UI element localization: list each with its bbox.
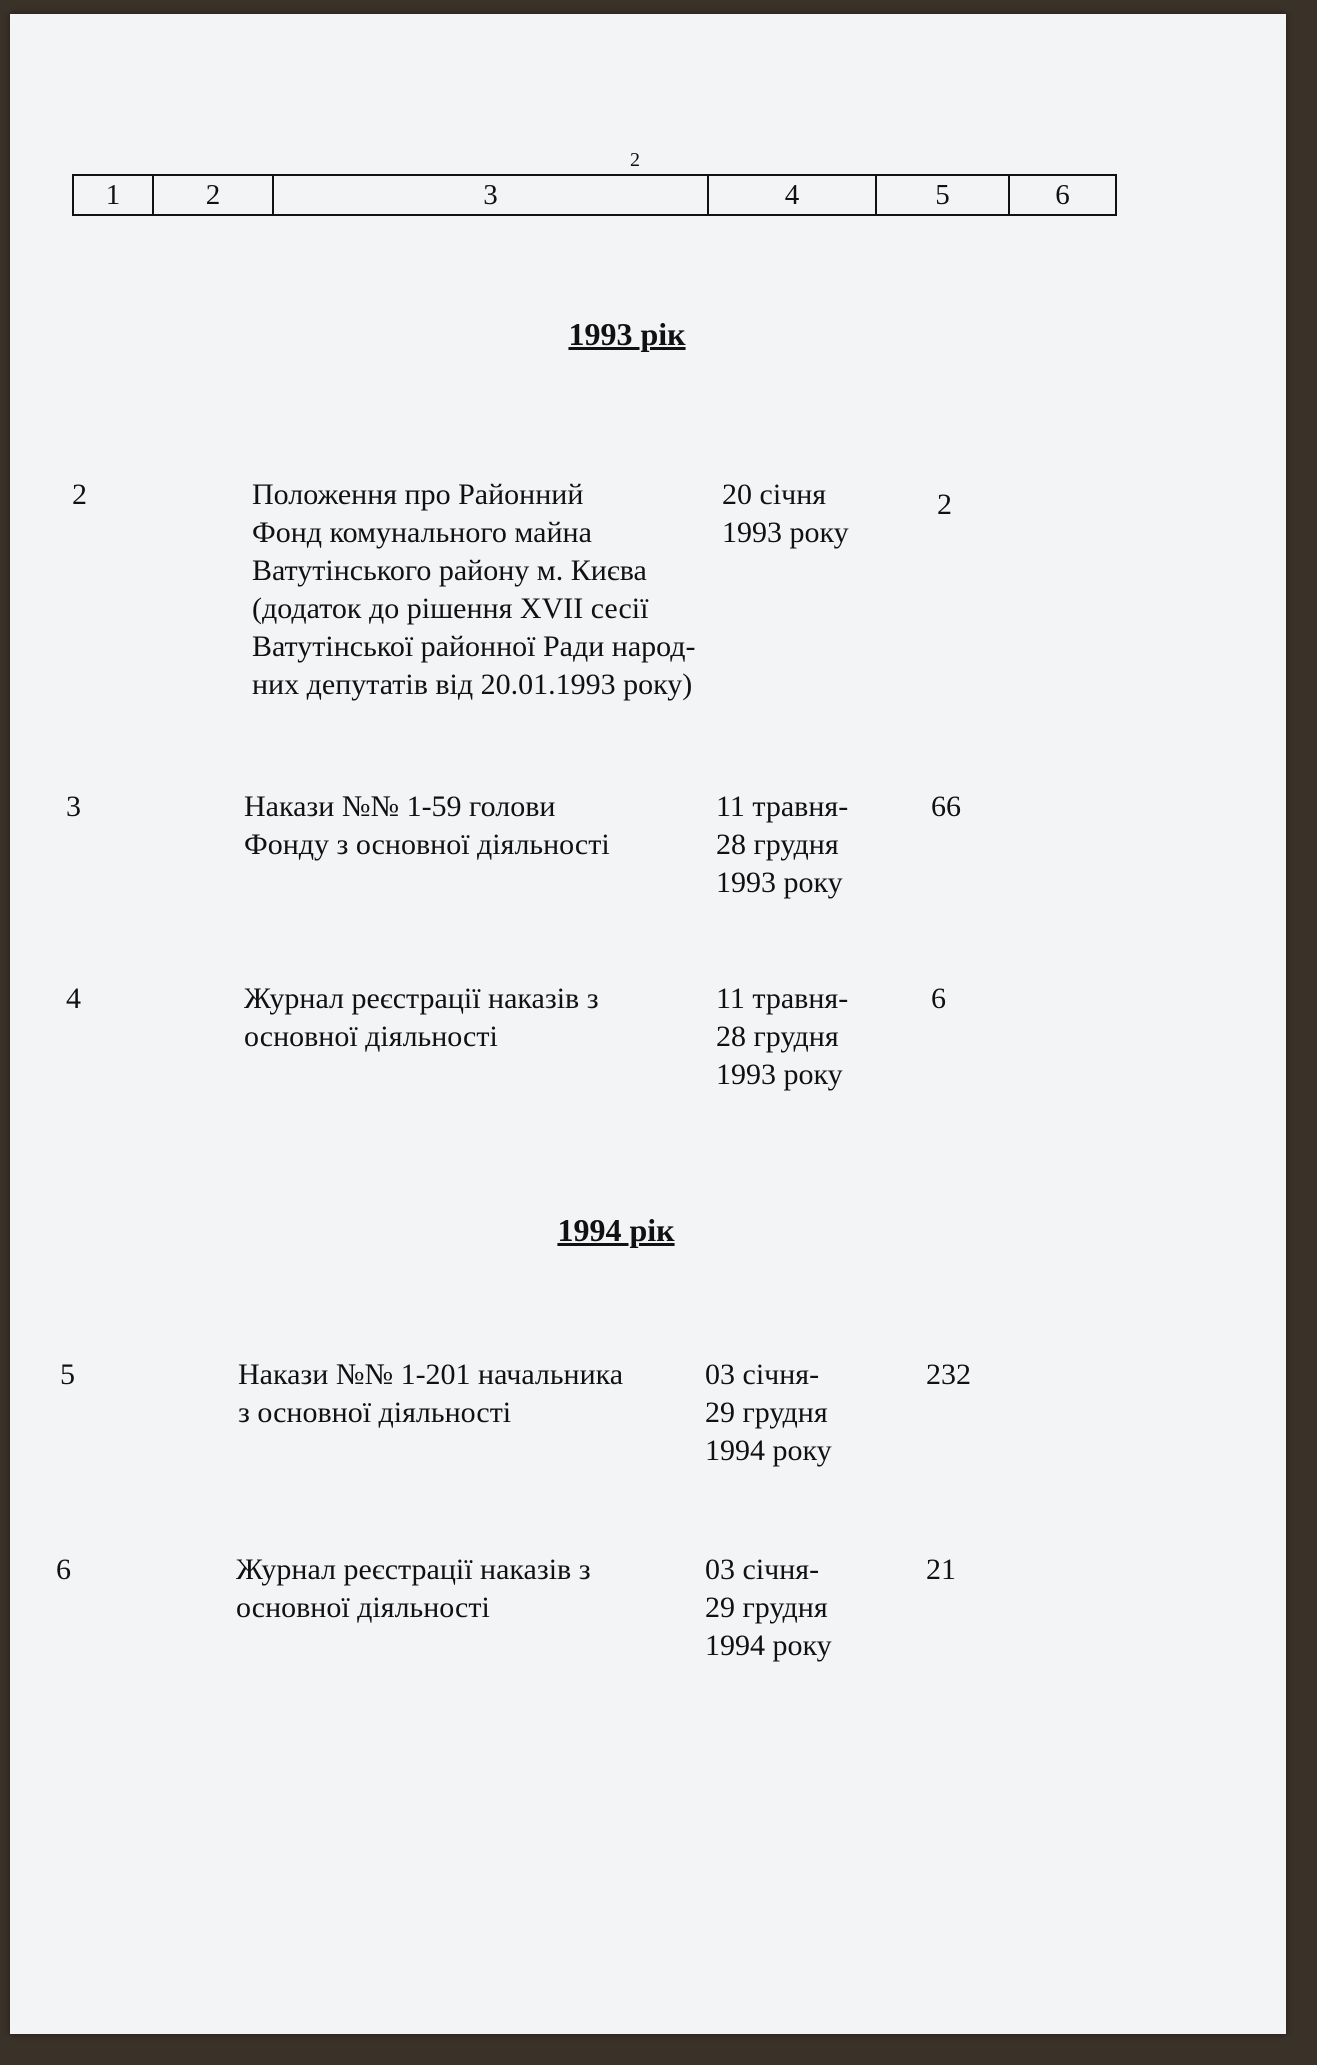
column-header: 1: [73, 175, 153, 215]
entry-number: 3: [66, 790, 81, 823]
entry-sheets: 232: [926, 1358, 971, 1391]
entry-title: Накази №№ 1-201 начальника з основної діяльності: [238, 1358, 624, 1429]
column-header: 3: [273, 175, 708, 215]
entry-title: Журнал реєстрації наказів з основної діяльності: [236, 1553, 591, 1624]
page-number: 2: [630, 149, 640, 171]
entry-sheets: 6: [931, 982, 946, 1015]
entry-number: 6: [56, 1553, 71, 1586]
entry-date: 11 травня- 28 грудня 1993 року: [716, 790, 849, 899]
entry-title: Накази №№ 1-59 голови Фонду з основної діяльності: [244, 790, 610, 861]
entry-date: 20 січня 1993 року: [722, 478, 849, 549]
entry-date: 11 травня- 28 грудня 1993 року: [716, 982, 849, 1091]
entry-sheets: 66: [931, 790, 961, 823]
entry-title: Журнал реєстрації наказів з основної діяльності: [244, 982, 599, 1053]
column-header: 5: [876, 175, 1009, 215]
entry-number: 2: [72, 478, 87, 511]
column-header: 4: [708, 175, 876, 215]
column-header: 6: [1009, 175, 1116, 215]
column-header-table: [72, 174, 1117, 216]
section-year: 1993 рік: [568, 316, 686, 352]
entry-sheets: 21: [926, 1553, 956, 1586]
entry-number: 5: [60, 1358, 75, 1391]
entry-sheets: 2: [937, 488, 952, 521]
section-year: 1994 рік: [557, 1212, 675, 1248]
entry-date: 03 січня- 29 грудня 1994 року: [705, 1553, 832, 1662]
entry-title: Положення про Районний Фонд комунального майна Ватутінського району м. Києва (додаток до рішення XVII сесії Ватутінської районної Ради народ- них депутатів від 20.01.1993 року): [252, 478, 696, 701]
column-header: 2: [153, 175, 273, 215]
entry-number: 4: [66, 982, 81, 1015]
entry-date: 03 січня- 29 грудня 1994 року: [705, 1358, 832, 1467]
document-page: [10, 14, 1286, 2034]
